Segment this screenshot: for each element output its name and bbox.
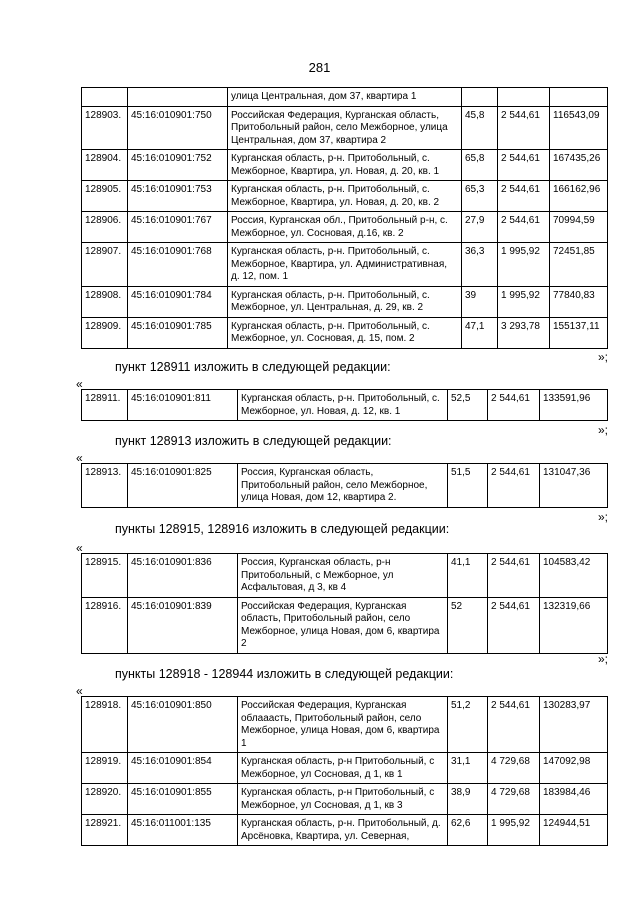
item-number-cell: 128913. — [82, 464, 128, 508]
cadastral-number-cell: 45:16:010901:784 — [128, 286, 228, 317]
cadastral-number-cell: 45:16:010901:825 — [128, 464, 238, 508]
cadastral-number-cell: 45:16:010901:839 — [128, 597, 238, 653]
rate-cell — [498, 88, 550, 107]
cadastral-number-cell: 45:16:010901:850 — [128, 697, 238, 753]
value-cell: 104583,42 — [540, 554, 608, 598]
rate-cell: 2 544,61 — [498, 181, 550, 212]
rate-cell: 2 544,61 — [498, 212, 550, 243]
rate-cell: 2 544,61 — [488, 597, 540, 653]
section-heading-128918-128944: пункты 128918 - 128944 изложить в следующей редакции: — [115, 667, 454, 681]
value-cell: 124944,51 — [540, 815, 608, 846]
address-cell: Россия, Курганская область, Притобольный район, село Межборное, улица Новая, дом 12, квартира 2. — [238, 464, 448, 508]
address-cell: Курганская область, р-н. Притобольный, с. Межборное, ул. Центральная, д. 29, кв. 2 — [228, 286, 462, 317]
rate-cell: 4 729,68 — [488, 784, 540, 815]
value-cell: 130283,97 — [540, 697, 608, 753]
value-cell: 133591,96 — [540, 390, 608, 421]
section-heading-128911: пункт 128911 изложить в следующей редакции: — [115, 360, 391, 374]
property-table-128915-128916 — [81, 553, 608, 654]
cadastral-number-cell: 45:16:010901:785 — [128, 317, 228, 348]
address-cell: Курганская область, р-н. Притобольный, с. Межборное, ул. Новая, д. 12, кв. 1 — [238, 390, 448, 421]
page-number: 281 — [308, 60, 331, 75]
value-cell: 131047,36 — [540, 464, 608, 508]
table-row — [82, 212, 608, 243]
opening-quote-mark: « — [76, 541, 83, 555]
property-table-128918-128944 — [81, 696, 608, 846]
cadastral-number-cell: 45:16:010901:836 — [128, 554, 238, 598]
value-cell — [550, 88, 608, 107]
rate-cell: 1 995,92 — [498, 243, 550, 287]
closing-quote-mark: »; — [598, 350, 609, 364]
area-cell: 51,2 — [448, 697, 488, 753]
address-cell: Россия, Курганская обл., Притобольный р-н, с. Межборное, ул. Сосновая, д.16, кв. 2 — [228, 212, 462, 243]
item-number-cell: 128919. — [82, 753, 128, 784]
item-number-cell: 128908. — [82, 286, 128, 317]
area-cell: 65,3 — [462, 181, 498, 212]
property-table-1 — [81, 87, 608, 349]
value-cell: 147092,98 — [540, 753, 608, 784]
address-cell: Российская Федерация, Курганская область, Притобольный район, село Межборное, улица Центральная, дом 37, квартира 2 — [228, 106, 462, 150]
rate-cell: 2 544,61 — [488, 464, 540, 508]
table-row — [82, 150, 608, 181]
value-cell: 77840,83 — [550, 286, 608, 317]
table-row — [82, 243, 608, 287]
table-row — [82, 697, 608, 753]
table-row — [82, 784, 608, 815]
value-cell: 155137,11 — [550, 317, 608, 348]
table-row — [82, 317, 608, 348]
cadastral-number-cell: 45:16:010901:811 — [128, 390, 238, 421]
rate-cell: 2 544,61 — [488, 554, 540, 598]
table-row — [82, 554, 608, 598]
address-cell: Курганская область, р-н Притобольный, с Межборное, ул Сосновая, д 1, кв 1 — [238, 753, 448, 784]
opening-quote-mark: « — [76, 451, 83, 465]
table-row — [82, 753, 608, 784]
area-cell: 27,9 — [462, 212, 498, 243]
value-cell: 132319,66 — [540, 597, 608, 653]
address-cell: Российская Федерация, Курганская область, Притобольный район, село Межборное, улица Новая, дом 6, квартира 2 — [238, 597, 448, 653]
area-cell: 39 — [462, 286, 498, 317]
item-number-cell — [82, 88, 128, 107]
address-cell: Курганская область, р-н. Притобольный, с. Межборное, Квартира, ул. Административная, д. 12, пом. 1 — [228, 243, 462, 287]
rate-cell: 1 995,92 — [498, 286, 550, 317]
cadastral-number-cell: 45:16:010901:752 — [128, 150, 228, 181]
item-number-cell: 128915. — [82, 554, 128, 598]
value-cell: 167435,26 — [550, 150, 608, 181]
cadastral-number-cell: 45:16:010901:753 — [128, 181, 228, 212]
area-cell: 45,8 — [462, 106, 498, 150]
cadastral-number-cell: 45:16:010901:855 — [128, 784, 238, 815]
cadastral-number-cell: 45:16:011001:135 — [128, 815, 238, 846]
item-number-cell: 128916. — [82, 597, 128, 653]
item-number-cell: 128904. — [82, 150, 128, 181]
table-row — [82, 597, 608, 653]
address-cell: Курганская область, р-н Притобольный, с Межборное, ул Сосновая, д 1, кв 3 — [238, 784, 448, 815]
address-cell: Курганская область, р-н. Притобольный, с. Межборное, Квартира, ул. Новая, д. 20, кв. 1 — [228, 150, 462, 181]
address-cell: Российская Федерация, Курганская облааасть, Притобольный район, село Межборное, улица Новая, дом 6, квартира 1 — [238, 697, 448, 753]
area-cell: 65,8 — [462, 150, 498, 181]
item-number-cell: 128907. — [82, 243, 128, 287]
address-cell: Курганская область, р-н. Притобольный, с. Межборное, Квартира, ул. Новая, д. 20, кв. 2 — [228, 181, 462, 212]
cadastral-number-cell: 45:16:010901:854 — [128, 753, 238, 784]
item-number-cell: 128905. — [82, 181, 128, 212]
area-cell: 36,3 — [462, 243, 498, 287]
table-row — [82, 390, 608, 421]
rate-cell: 2 544,61 — [498, 106, 550, 150]
item-number-cell: 128920. — [82, 784, 128, 815]
area-cell: 52 — [448, 597, 488, 653]
item-number-cell: 128903. — [82, 106, 128, 150]
area-cell: 47,1 — [462, 317, 498, 348]
item-number-cell: 128921. — [82, 815, 128, 846]
table-row — [82, 464, 608, 508]
table-row — [82, 88, 608, 107]
rate-cell: 2 544,61 — [488, 390, 540, 421]
table-row — [82, 106, 608, 150]
closing-quote-mark: »; — [598, 510, 609, 524]
area-cell: 41,1 — [448, 554, 488, 598]
opening-quote-mark: « — [76, 684, 83, 698]
value-cell: 116543,09 — [550, 106, 608, 150]
value-cell: 183984,46 — [540, 784, 608, 815]
section-heading-128913: пункт 128913 изложить в следующей редакции: — [115, 434, 392, 448]
closing-quote-mark: »; — [598, 652, 609, 666]
table-row — [82, 181, 608, 212]
cadastral-number-cell — [128, 88, 228, 107]
cadastral-number-cell: 45:16:010901:750 — [128, 106, 228, 150]
item-number-cell: 128909. — [82, 317, 128, 348]
item-number-cell: 128918. — [82, 697, 128, 753]
cadastral-number-cell: 45:16:010901:768 — [128, 243, 228, 287]
rate-cell: 2 544,61 — [488, 697, 540, 753]
rate-cell: 3 293,78 — [498, 317, 550, 348]
area-cell: 52,5 — [448, 390, 488, 421]
address-cell: Курганская область, р-н. Притобольный, д. Арсёновка, Квартира, ул. Северная, — [238, 815, 448, 846]
item-number-cell: 128911. — [82, 390, 128, 421]
area-cell: 62,6 — [448, 815, 488, 846]
rate-cell: 4 729,68 — [488, 753, 540, 784]
area-cell — [462, 88, 498, 107]
rate-cell: 1 995,92 — [488, 815, 540, 846]
opening-quote-mark: « — [76, 377, 83, 391]
address-cell: Россия, Курганская область, р-н Притобольный, с Межборное, ул Асфальтовая, д 3, кв 4 — [238, 554, 448, 598]
item-number-cell: 128906. — [82, 212, 128, 243]
table-row — [82, 286, 608, 317]
cadastral-number-cell: 45:16:010901:767 — [128, 212, 228, 243]
area-cell: 31,1 — [448, 753, 488, 784]
area-cell: 38,9 — [448, 784, 488, 815]
value-cell: 70994,59 — [550, 212, 608, 243]
property-table-128911 — [81, 389, 608, 421]
property-table-128913 — [81, 463, 608, 508]
value-cell: 166162,96 — [550, 181, 608, 212]
value-cell: 72451,85 — [550, 243, 608, 287]
section-heading-128915-128916: пункты 128915, 128916 изложить в следующей редакции: — [115, 522, 450, 536]
address-cell: Курганская область, р-н. Притобольный, с. Межборное, ул. Сосновая, д. 15, пом. 2 — [228, 317, 462, 348]
area-cell: 51,5 — [448, 464, 488, 508]
address-cell: улица Центральная, дом 37, квартира 1 — [228, 88, 462, 107]
closing-quote-mark: »; — [598, 423, 609, 437]
table-row — [82, 815, 608, 846]
rate-cell: 2 544,61 — [498, 150, 550, 181]
